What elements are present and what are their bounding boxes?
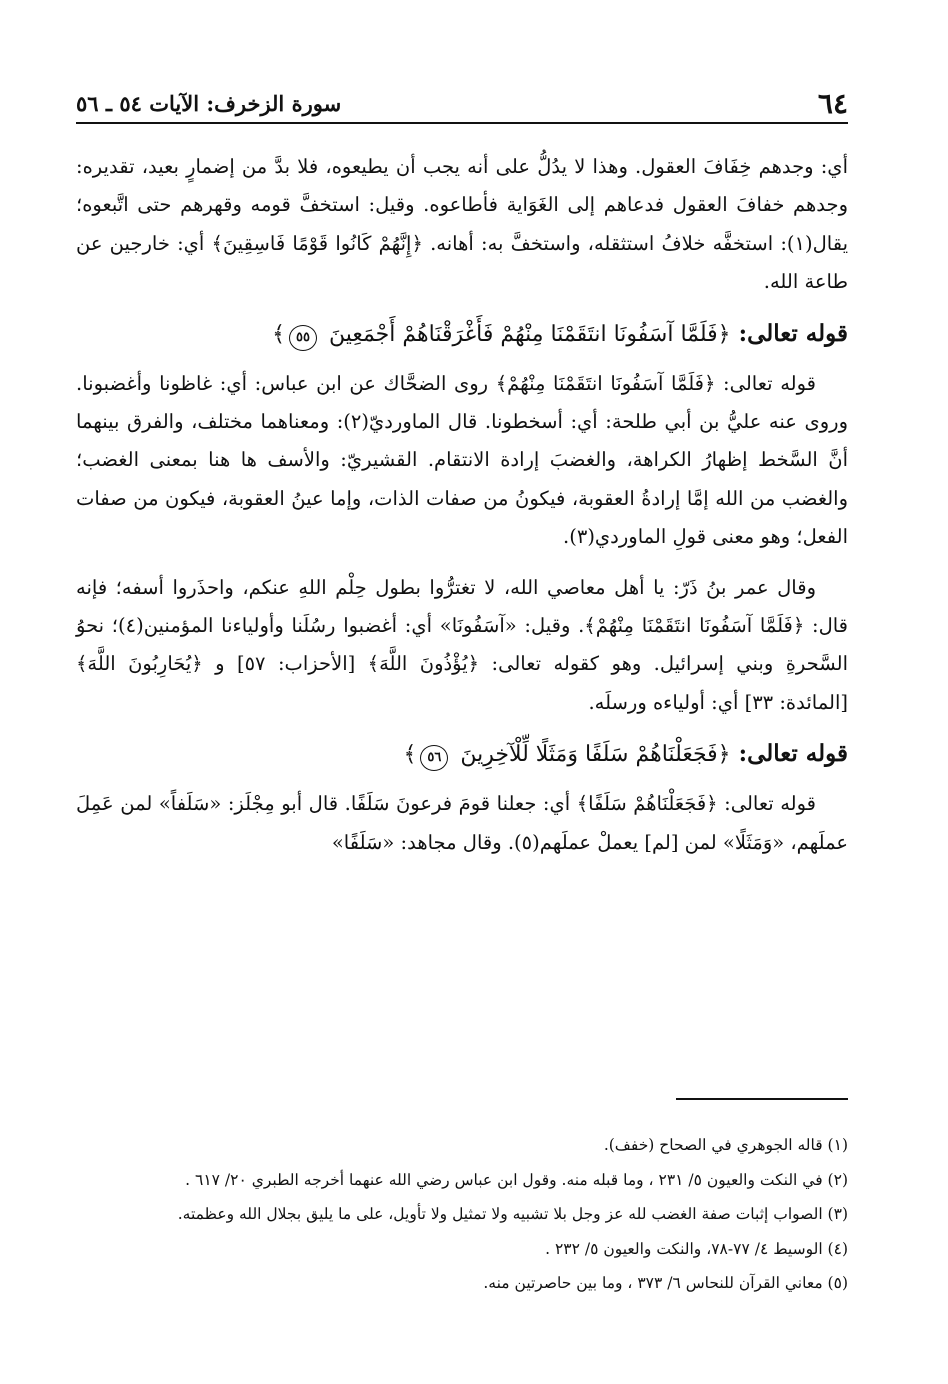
running-header	[76, 74, 848, 118]
quran-verse: ﴿فَلَمَّا آسَفُونَا انتَقَمْنَا مِنْهُمْ فَأَغْرَقْنَاهُمْ أَجْمَعِينَ	[328, 321, 731, 347]
footnote-3: (٣) الصواب إثبات صفة الغضب لله عز وجل بلا تشبيه ولا تمثيل ولا تأويل، على ما يليق بجلال الله وعظمته.	[177, 1205, 848, 1223]
footnote-1: (١) قاله الجوهري في الصحاح (خفف).	[603, 1136, 848, 1154]
heading-label: قوله تعالى:	[738, 319, 848, 347]
footnote-4: (٤) الوسيط ٤/ ٧٧-٧٨، والنكت والعيون ٥/ ٢٣٢ .	[545, 1239, 848, 1258]
quran-verse: ﴿فَجَعَلْنَاهُمْ سَلَفًا وَمَثَلًا لِّلْآخِرِينَ	[460, 742, 731, 768]
paragraph-1: أي: وجدهم خِفَافَ العقول. وهذا لا يدُلُّ على أنه يجب أن يطيعوه، فلا بدَّ من إضمارٍ بعيد، تقديره: وجدهم خفافَ العقول فدعاهم إلى الغَوَاية فأطاعوه. وقيل: استخفَّ قومه وقهرهم حتى اتَّبعوه؛ يقال(١): استخفَّه خلافُ استثقله، واستخفَّ به: أهانه. ﴿إِنَّهُمْ كَانُوا قَوْمًا فَاسِقِينَ﴾ أي: خارجين عن طاعة الله.	[76, 155, 848, 294]
paragraph-2: قوله تعالى: ﴿فَلَمَّا آسَفُونَا انتَقَمْنَا مِنْهُمْ﴾ روى الضحَّاك عن ابن عباس: أي: غاظونا وأغضبونا. وروى عنه عليُّ بن أبي طلحة: أي: أسخطونا. قال الماورديّ(٢): ومعناهما مختلف، والفرق بينهما أنَّ السَّخط إظهارُ الكراهة، والغضبَ إرادة الانتقام. القشيريّ: والأسف ها هنا بمعنى الغضب؛ والغضب من الله إمَّا إرادةُ العقوبة، فيكونُ من صفات الذات، وإما عينُ العقوبة، فيكون من صفات الفعل؛ وهو معنى قولِ الماوردي(٣).	[76, 371, 848, 549]
main-text	[76, 148, 848, 862]
verse-close-bracket: ﴾	[403, 742, 417, 768]
footnotes	[76, 1128, 848, 1301]
verse-heading-56	[76, 734, 848, 775]
heading-label: قوله تعالى:	[738, 740, 848, 768]
verse-close-bracket: ﴾	[272, 321, 285, 347]
ayah-number-marker: ٥٦	[420, 745, 448, 771]
page-number: ٦٤	[817, 87, 848, 120]
verse-heading-55	[76, 314, 848, 355]
surah-title: سورة الزخرف: الآيات ٥٤ ـ ٥٦	[76, 91, 342, 116]
footnote-5: (٥) معاني القرآن للنحاس ٦/ ٣٧٣ ، وما بين حاصرتين منه.	[483, 1274, 848, 1292]
paragraph-3: وقال عمر بنُ ذَرّ: يا أهل معاصي الله، لا تغترُّوا بطول حِلْم اللهِ عنكم، واحذَروا أسفه؛ فإنه قال: ﴿فَلَمَّا آسَفُونَا انتَقَمْنَا مِنْهُمْ﴾. وقيل: «آسَفُونَا» أي: أغضبوا رسُلَنا وأولياءنا المؤمنين(٤)؛ نحوُ السَّحرةِ وبني إسرائيل. وهو كقوله تعالى: ﴿يُؤْذُونَ اللَّهَ﴾ [الأحزاب: ٥٧] و ﴿يُحَارِبُونَ اللَّهَ﴾ [المائدة: ٣٣] أي: أولياءه ورسلَه.	[76, 575, 849, 714]
ayah-number-marker: ٥٥	[289, 325, 317, 351]
paragraph-4: قوله تعالى: ﴿فَجَعَلْنَاهُمْ سَلَفًا﴾ أي: جعلنا قومَ فرعونَ سَلَفًا. قال أبو مِجْلَز: «سَلَفاً» لمن عَمِلَ عملَهم، «وَمَثَلًا» لمن [لم] يعملْ عملَهم(٥). وقال مجاهد: «سَلَفًا»	[76, 792, 848, 854]
footnote-separator	[676, 1098, 848, 1100]
header-rule	[76, 122, 848, 124]
footnote-2: (٢) في النكت والعيون ٥/ ٢٣١ ، وما قبله منه. وقول ابن عباس رضي الله عنهما أخرجه الطبري ٢٠/ ٦١٧ .	[185, 1170, 848, 1189]
